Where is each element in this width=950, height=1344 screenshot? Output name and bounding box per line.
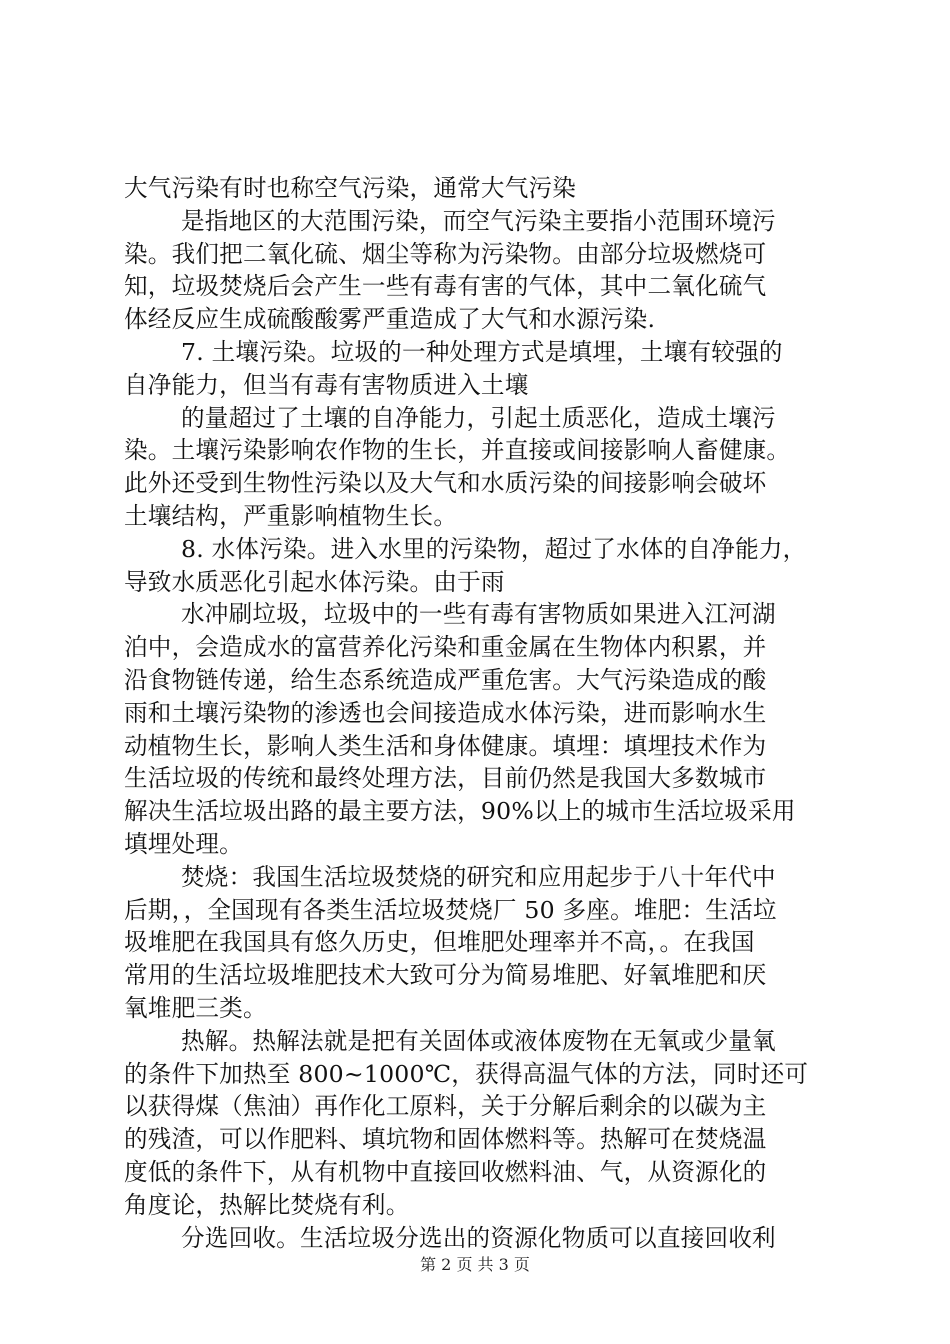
- text-line: 动植物生长，影响人类生活和身体健康。填埋：填埋技术作为: [124, 731, 767, 760]
- text-line: 度低的条件下，从有机物中直接回收燃料油、气，从资源化的: [124, 1157, 767, 1186]
- text-line: 生活垃圾的传统和最终处理方法，目前仍然是我国大多数城市: [124, 764, 767, 793]
- text-line: 大气污染有时也称空气污染，通常大气污染: [124, 174, 577, 202]
- text-line: 后期，，全国现有各类生活垃圾焚烧厂 50 多座。堆肥：生活垃: [124, 895, 777, 924]
- text-line: 的残渣，可以作肥料、填坑物和固体燃料等。热解可在焚烧温: [124, 1125, 767, 1154]
- text-line: 自净能力，但当有毒有害物质进入土壤: [124, 370, 529, 399]
- text-line: 圾堆肥在我国具有悠久历史，但堆肥处理率并不高，。在我国: [124, 928, 755, 957]
- text-line: 热解。热解法就是把有关固体或液体废物在无氧或少量氧: [181, 1026, 776, 1055]
- text-line: 此外还受到生物性污染以及大气和水质污染的间接影响会破坏: [124, 469, 767, 498]
- text-line: 水冲刷垃圾，垃圾中的一些有毒有害物质如果进入江河湖: [181, 600, 776, 629]
- text-line: 氧堆肥三类。: [124, 993, 267, 1022]
- text-line: 常用的生活垃圾堆肥技术大致可分为简易堆肥、好氧堆肥和厌: [124, 961, 767, 990]
- text-line: 的量超过了土壤的自净能力，引起土质恶化，造成土壤污: [181, 403, 776, 432]
- text-line: 分选回收。生活垃圾分选出的资源化物质可以直接回收利: [181, 1223, 776, 1252]
- text-line: 土壤结构，严重影响植物生长。: [124, 501, 458, 530]
- text-line: 导致水质恶化引起水体污染。由于雨: [124, 567, 505, 596]
- text-line: 填埋处理。: [124, 829, 243, 858]
- page-footer: 第 2 页 共 3 页: [420, 1255, 530, 1274]
- text-line: 染。土壤污染影响农作物的生长，并直接或间接影响人畜健康。: [124, 436, 791, 465]
- text-line: 是指地区的大范围污染，而空气污染主要指小范围环境污: [181, 206, 776, 235]
- text-line: 7. 土壤污染。垃圾的一种处理方式是填埋，土壤有较强的: [181, 337, 783, 366]
- text-line: 染。我们把二氧化硫、烟尘等称为污染物。由部分垃圾燃烧可: [124, 239, 767, 268]
- text-line: 以获得煤（焦油）再作化工原料，关于分解后剩余的以碳为主: [124, 1092, 767, 1121]
- text-line: 泊中，会造成水的富营养化污染和重金属在生物体内积累，并: [124, 633, 767, 662]
- text-line: 角度论，热解比焚烧有利。: [124, 1190, 410, 1219]
- text-line: 知，垃圾焚烧后会产生一些有毒有害的气体，其中二氧化硫气: [124, 272, 767, 301]
- text-line: 解决生活垃圾出路的最主要方法，90%以上的城市生活垃圾采用: [124, 797, 796, 826]
- text-line: 的条件下加热至 800~1000℃，获得高温气体的方法，同时还可: [124, 1059, 809, 1088]
- text-line: 焚烧：我国生活垃圾焚烧的研究和应用起步于八十年代中: [181, 862, 776, 891]
- text-line: 沿食物链传递，给生态系统造成严重危害。大气污染造成的酸: [124, 665, 767, 694]
- text-line: 8. 水体污染。进入水里的污染物，超过了水体的自净能力，: [181, 534, 807, 563]
- text-line: 雨和土壤污染物的渗透也会间接造成水体污染，进而影响水生: [124, 698, 767, 727]
- document-body: [124, 172, 844, 1254]
- text-line: 体经反应生成硫酸酸雾严重造成了大气和水源污染.: [124, 305, 656, 334]
